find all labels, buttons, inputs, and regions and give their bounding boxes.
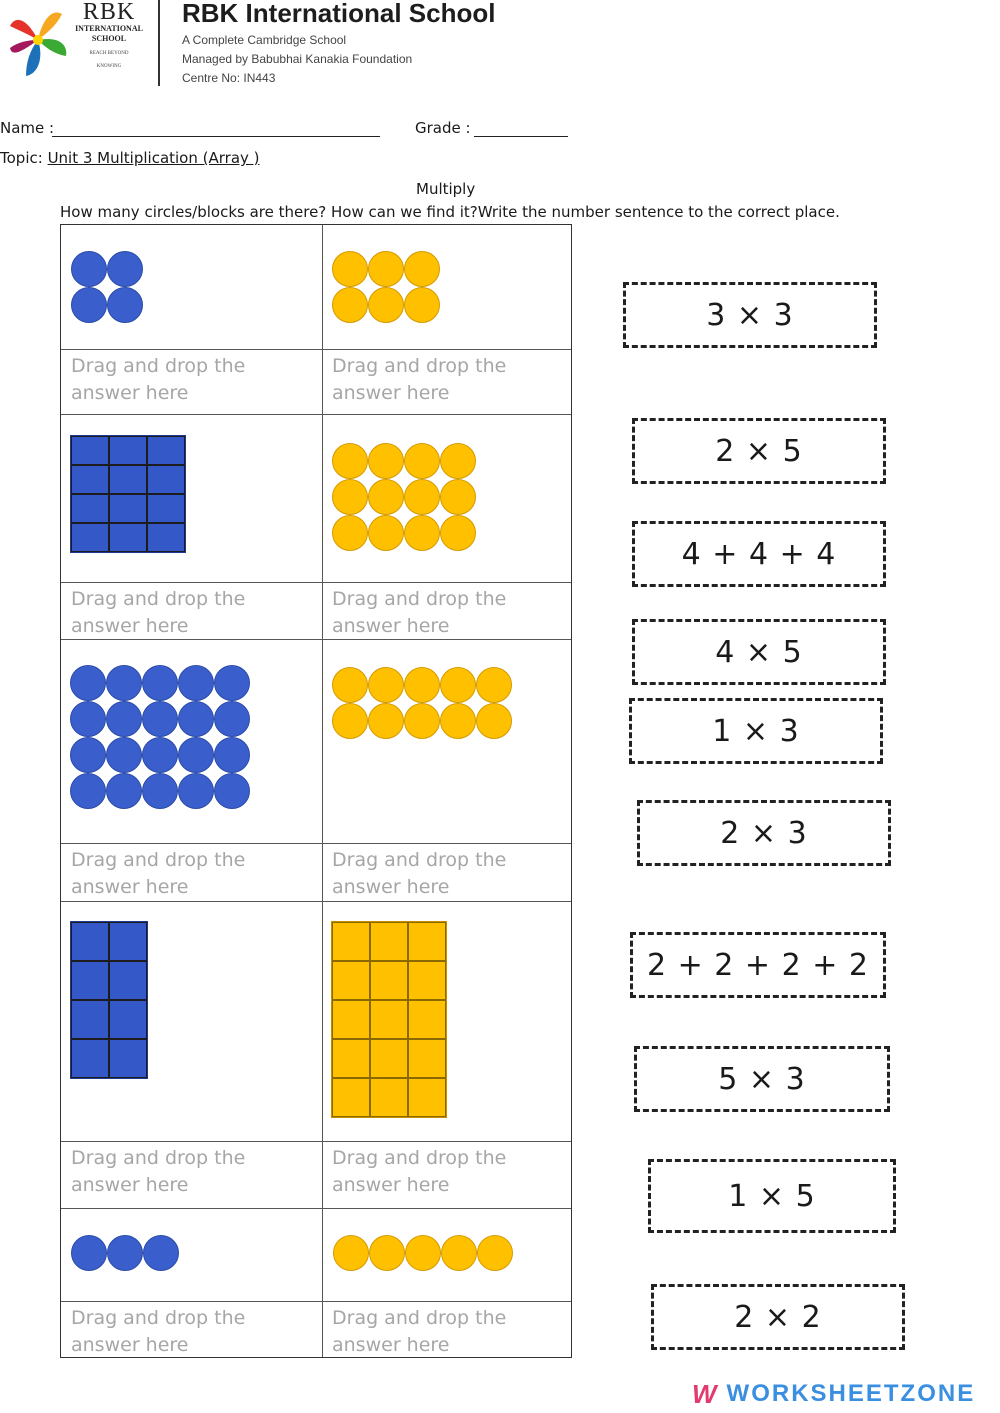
yellow-circle xyxy=(332,703,368,739)
blue-block xyxy=(109,961,147,1000)
school-centre-number: Centre No: IN443 xyxy=(182,71,276,85)
row-divider xyxy=(61,582,571,583)
answer-card[interactable]: 4 × 5 xyxy=(632,619,886,685)
blue-block xyxy=(71,922,109,961)
yellow-block xyxy=(370,1078,408,1117)
yellow-circle xyxy=(441,1235,477,1271)
yellow-circle xyxy=(368,667,404,703)
blue-block xyxy=(109,922,147,961)
column-divider xyxy=(322,225,323,1357)
blue-circle xyxy=(142,701,178,737)
drop-zone-right[interactable]: Drag and drop the answer here xyxy=(332,355,507,404)
instructions: How many circles/blocks are there? How can we find it?Write the number sentence to the correct place. xyxy=(60,203,840,221)
yellow-block xyxy=(332,1000,370,1039)
blue-circle xyxy=(107,1235,143,1271)
yellow-circle xyxy=(368,443,404,479)
yellow-circle xyxy=(332,515,368,551)
yellow-block xyxy=(408,1000,446,1039)
blue-circle xyxy=(178,737,214,773)
blue-block xyxy=(109,436,147,465)
yellow-circle xyxy=(332,443,368,479)
yellow-block xyxy=(332,1039,370,1078)
header-divider xyxy=(158,0,160,86)
yellow-circle xyxy=(404,479,440,515)
blue-circle xyxy=(71,1235,107,1271)
blue-block xyxy=(147,523,185,552)
logo-wordmark: RBK INTERNATIONAL SCHOOL REACH BEYOND KNOWING xyxy=(75,0,143,69)
blue-circle xyxy=(70,665,106,701)
drop-zone-left[interactable]: Drag and drop the answer here xyxy=(71,355,246,404)
answer-card[interactable]: 1 × 3 xyxy=(629,698,883,764)
yellow-circle xyxy=(440,515,476,551)
array-table xyxy=(60,224,572,1358)
yellow-circle xyxy=(440,703,476,739)
yellow-block xyxy=(332,922,370,961)
name-label: Name : xyxy=(0,119,55,137)
blue-circle xyxy=(70,701,106,737)
blue-circle xyxy=(107,251,143,287)
yellow-block xyxy=(370,961,408,1000)
blue-circle xyxy=(142,665,178,701)
answer-card[interactable]: 2 × 5 xyxy=(632,418,886,484)
blue-block xyxy=(71,436,109,465)
blue-circle xyxy=(178,701,214,737)
yellow-block-array xyxy=(331,921,447,1118)
blue-circle xyxy=(106,737,142,773)
blue-circle xyxy=(214,701,250,737)
blue-block xyxy=(109,465,147,494)
name-input-line[interactable] xyxy=(52,136,380,137)
blue-block xyxy=(71,1039,109,1078)
blue-circle xyxy=(106,665,142,701)
answer-card[interactable]: 1 × 5 xyxy=(648,1159,896,1233)
yellow-circle xyxy=(332,251,368,287)
grade-input-line[interactable] xyxy=(474,136,568,137)
blue-block-array xyxy=(70,921,148,1079)
blue-circle xyxy=(106,701,142,737)
answer-card[interactable]: 2 × 2 xyxy=(651,1284,905,1350)
yellow-circle xyxy=(404,515,440,551)
yellow-circle xyxy=(404,703,440,739)
blue-circle xyxy=(142,773,178,809)
blue-circle xyxy=(214,773,250,809)
blue-block xyxy=(71,1000,109,1039)
blue-block xyxy=(147,436,185,465)
blue-circle xyxy=(70,737,106,773)
yellow-circle xyxy=(368,287,404,323)
blue-circle xyxy=(71,287,107,323)
yellow-circle xyxy=(368,515,404,551)
blue-block-array xyxy=(70,435,186,553)
yellow-circle xyxy=(369,1235,405,1271)
yellow-circle xyxy=(404,667,440,703)
yellow-circle xyxy=(333,1235,369,1271)
row-divider xyxy=(61,1301,571,1302)
drop-zone-right[interactable]: Drag and drop the answer here xyxy=(332,1307,507,1356)
answer-card[interactable]: 5 × 3 xyxy=(634,1046,890,1112)
yellow-circle xyxy=(404,443,440,479)
answer-card[interactable]: 4 + 4 + 4 xyxy=(632,521,886,587)
worksheetzone-logo-icon: W xyxy=(692,1378,717,1409)
yellow-circle xyxy=(404,287,440,323)
yellow-circle xyxy=(405,1235,441,1271)
worksheetzone-brand xyxy=(692,1376,975,1412)
blue-block xyxy=(109,1039,147,1078)
yellow-block xyxy=(332,1078,370,1117)
brand-name: WORKSHEETZONE xyxy=(726,1380,976,1407)
school-tagline: A Complete Cambridge School xyxy=(182,33,347,47)
topic-label: Topic: xyxy=(0,149,43,167)
blue-circle xyxy=(178,773,214,809)
school-foundation: Managed by Babubhai Kanakia Foundation xyxy=(182,52,413,66)
blue-circle xyxy=(214,737,250,773)
row-divider xyxy=(61,1208,571,1209)
yellow-circle xyxy=(477,1235,513,1271)
blue-circle xyxy=(143,1235,179,1271)
row-divider xyxy=(61,843,571,844)
blue-circle xyxy=(142,737,178,773)
blue-block xyxy=(71,961,109,1000)
blue-block xyxy=(147,465,185,494)
yellow-block xyxy=(370,922,408,961)
blue-circle xyxy=(106,773,142,809)
blue-circle xyxy=(107,287,143,323)
yellow-block xyxy=(408,961,446,1000)
yellow-circle xyxy=(368,703,404,739)
yellow-circle xyxy=(476,667,512,703)
answer-card[interactable]: 2 + 2 + 2 + 2 xyxy=(630,932,886,998)
row-divider xyxy=(61,349,571,350)
yellow-block xyxy=(408,1039,446,1078)
drop-zone-left[interactable]: Drag and drop the answer here xyxy=(71,1307,246,1356)
blue-block xyxy=(109,523,147,552)
yellow-block xyxy=(408,1078,446,1117)
yellow-circle xyxy=(440,479,476,515)
yellow-block xyxy=(370,1039,408,1078)
worksheet-title: Multiply xyxy=(416,180,476,198)
answer-card[interactable]: 3 × 3 xyxy=(623,282,877,348)
yellow-circle xyxy=(368,251,404,287)
row-divider xyxy=(61,1141,571,1142)
blue-block xyxy=(71,494,109,523)
blue-block xyxy=(109,494,147,523)
blue-circle xyxy=(214,665,250,701)
school-logo-icon xyxy=(8,0,70,82)
yellow-block xyxy=(370,1000,408,1039)
yellow-circle xyxy=(368,479,404,515)
drop-zone-left[interactable]: Drag and drop the answer here xyxy=(71,849,246,898)
yellow-circle xyxy=(332,479,368,515)
yellow-block xyxy=(332,961,370,1000)
drop-zone-right[interactable]: Drag and drop the answer here xyxy=(332,588,507,637)
blue-block xyxy=(147,494,185,523)
topic-row xyxy=(0,149,260,167)
school-name: RBK International School xyxy=(182,0,496,28)
row-divider xyxy=(61,901,571,902)
yellow-block xyxy=(408,922,446,961)
blue-circle xyxy=(70,773,106,809)
drop-zone-right[interactable]: Drag and drop the answer here xyxy=(332,849,507,898)
grade-label: Grade : xyxy=(415,119,471,137)
topic-value: Unit 3 Multiplication (Array ) xyxy=(47,149,260,167)
yellow-circle xyxy=(332,287,368,323)
row-divider xyxy=(61,414,571,415)
yellow-circle xyxy=(440,443,476,479)
yellow-circle xyxy=(440,667,476,703)
blue-block xyxy=(71,523,109,552)
blue-block xyxy=(71,465,109,494)
drop-zone-left[interactable]: Drag and drop the answer here xyxy=(71,588,246,637)
yellow-circle xyxy=(476,703,512,739)
drop-zone-left[interactable]: Drag and drop the answer here xyxy=(71,1147,246,1196)
yellow-circle xyxy=(332,667,368,703)
blue-circle xyxy=(71,251,107,287)
blue-circle xyxy=(178,665,214,701)
blue-block xyxy=(109,1000,147,1039)
answer-card[interactable]: 2 × 3 xyxy=(637,800,891,866)
yellow-circle xyxy=(404,251,440,287)
drop-zone-right[interactable]: Drag and drop the answer here xyxy=(332,1147,507,1196)
